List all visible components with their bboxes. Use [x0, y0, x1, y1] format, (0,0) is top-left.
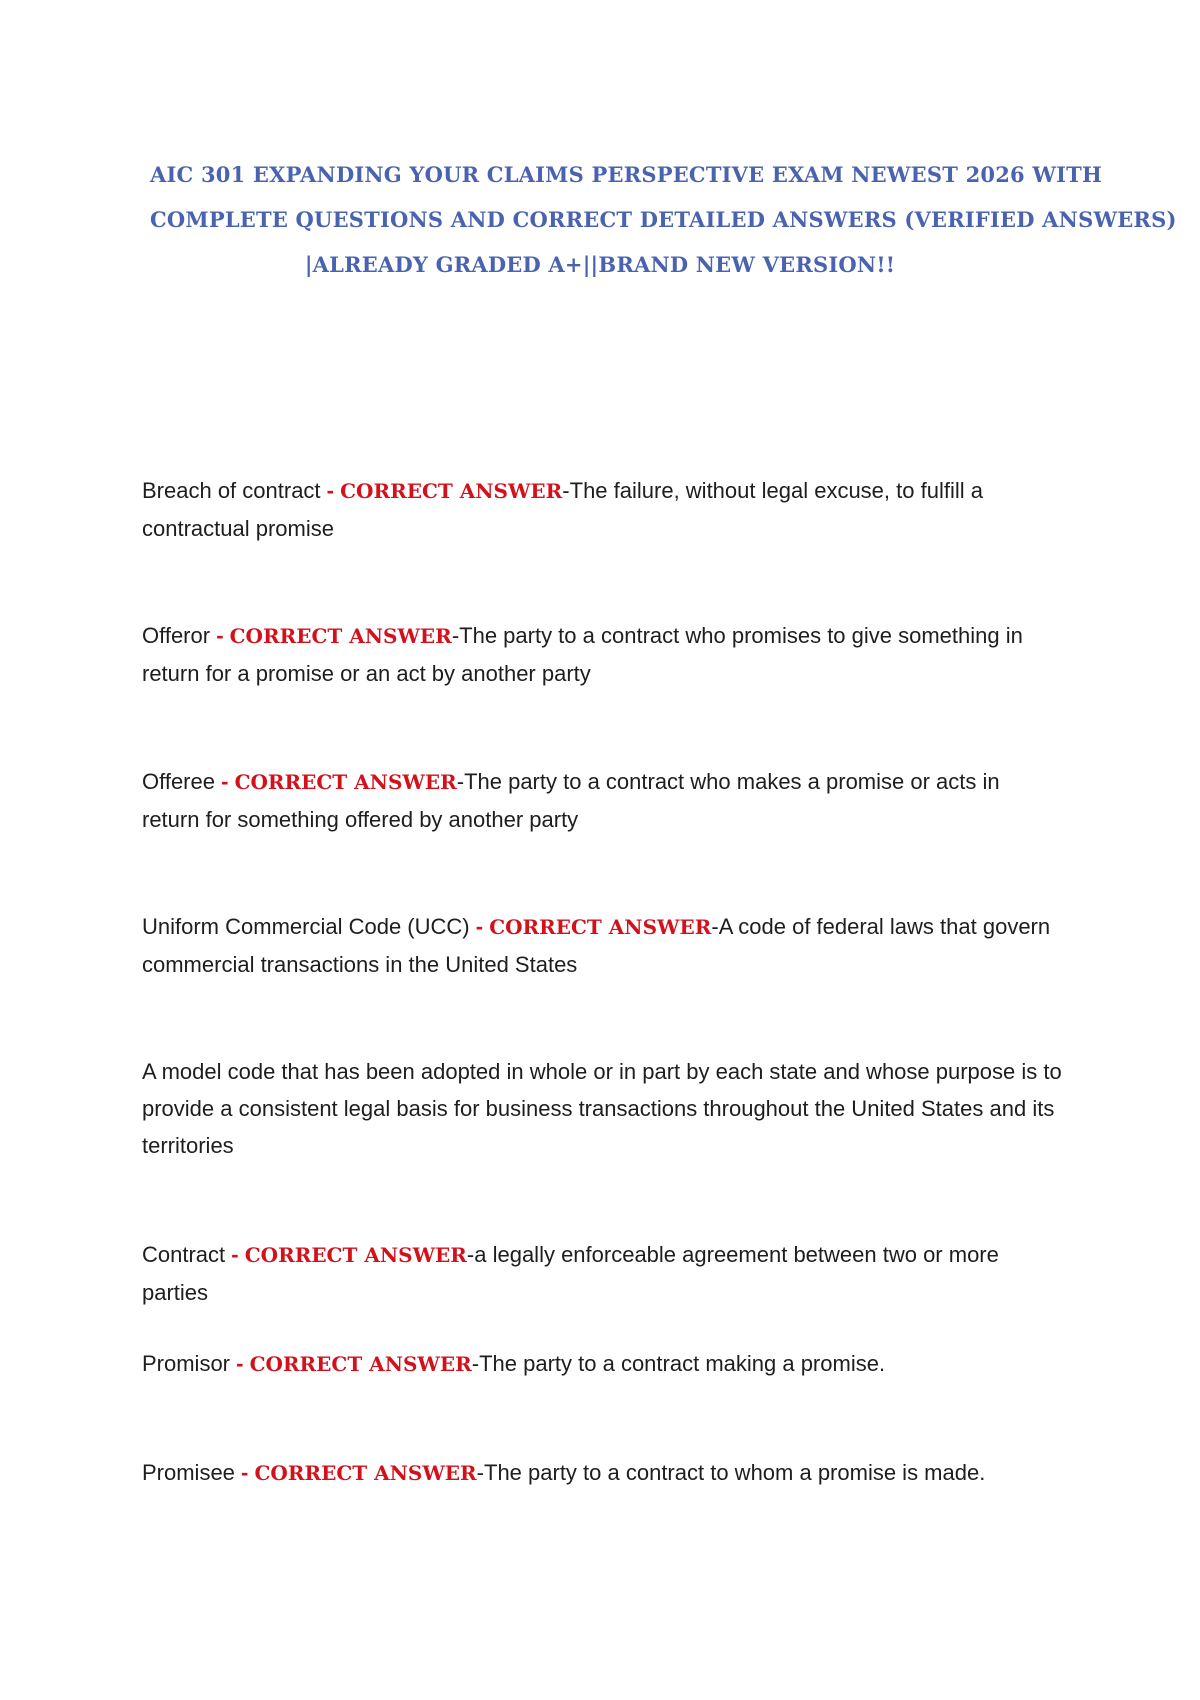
- correct-answer-label: CORRECT ANSWER: [340, 479, 563, 503]
- entry-breach-of-contract: Breach of contract - CORRECT ANSWER-The failure, without legal excuse, to fulfill a contractual promise: [142, 478, 983, 541]
- correct-answer-label: CORRECT ANSWER: [244, 1243, 467, 1267]
- correct-answer-label: CORRECT ANSWER: [254, 1461, 477, 1485]
- entry-promisor: Promisor - CORRECT ANSWER-The party to a contract making a promise.: [142, 1351, 886, 1376]
- entry-ucc: Uniform Commercial Code (UCC) - CORRECT ANSWER-A code of federal laws that govern commercial transactions in the United States: [142, 914, 1051, 977]
- title-line-1: AIC 301 EXPANDING YOUR CLAIMS PERSPECTIVE EXAM NEWEST 2026 WITH: [150, 162, 1103, 187]
- entry-definition: The party to a contract who promises to give something in return for a promise or an act by another party: [142, 623, 1023, 686]
- entry-contract: Contract - CORRECT ANSWER-a legally enforceable agreement between two or more parties: [142, 1242, 999, 1305]
- entry-term: Uniform Commercial Code (UCC): [142, 914, 470, 939]
- title-line-3: |ALREADY GRADED A+||BRAND NEW VERSION!!: [304, 252, 896, 277]
- correct-answer-label: CORRECT ANSWER: [234, 770, 457, 794]
- document-title: [150, 152, 1177, 287]
- title-line-2: COMPLETE QUESTIONS AND CORRECT DETAILED ANSWERS (VERIFIED ANSWERS): [150, 207, 1177, 232]
- entry-definition: The party to a contract making a promise.: [479, 1351, 886, 1376]
- entry-promisee: Promisee - CORRECT ANSWER-The party to a contract to whom a promise is made.: [142, 1460, 986, 1485]
- entry-text: A model code that has been adopted in whole or in part by each state and whose purpose is to provide a consistent legal basis for business transactions throughout the United States and its territories: [142, 1059, 1062, 1158]
- entry-term: Offeror: [142, 623, 211, 648]
- correct-answer-label: CORRECT ANSWER: [249, 1352, 472, 1376]
- entry-definition: The party to a contract to whom a promise is made.: [484, 1460, 986, 1485]
- entry-definition: A code of federal laws that govern commercial transactions in the United States: [142, 914, 1051, 977]
- entry-term: Promisee: [142, 1460, 235, 1485]
- entry-term: Breach of contract: [142, 478, 321, 503]
- correct-answer-label: CORRECT ANSWER: [489, 915, 712, 939]
- correct-answer-label: CORRECT ANSWER: [229, 624, 452, 648]
- entry-term: Promisor: [142, 1351, 231, 1376]
- entry-term: Contract: [142, 1242, 226, 1267]
- entry-definition: a legally enforceable agreement between two or more parties: [142, 1242, 999, 1305]
- entry-offeree: Offeree - CORRECT ANSWER-The party to a contract who makes a promise or acts in return for something offered by another party: [142, 769, 1000, 832]
- entry-offeror: Offeror - CORRECT ANSWER-The party to a contract who promises to give something in return for a promise or an act by another party: [142, 623, 1023, 686]
- entry-model-code: [142, 1053, 1062, 1164]
- entry-definition: The failure, without legal excuse, to fulfill a contractual promise: [142, 478, 983, 541]
- entry-term: Offeree: [142, 769, 215, 794]
- entry-definition: The party to a contract who makes a promise or acts in return for something offered by another party: [142, 769, 1000, 832]
